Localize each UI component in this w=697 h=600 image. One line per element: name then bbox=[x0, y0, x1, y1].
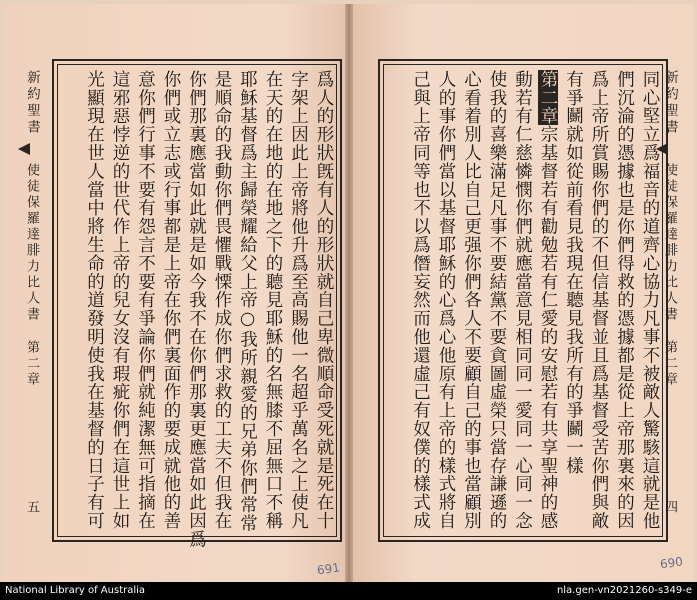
left-page-number: 五 bbox=[24, 500, 39, 516]
right-body-text-before: 同心堅立爲福音的道齊心協力凡事不被敵人驚駭這就是他 們沉淪的憑據也是你們得救的憑據都是從上帝那裏來的因 爲上帝所賞賜你們的不但信基督並且爲基督受苦你們與敵 有爭鬭就如從前看見我現在聽見我所有的爭鬭一樣 bbox=[563, 70, 660, 530]
right-pencil-annotation: 690 bbox=[659, 554, 684, 572]
footer-item-identifier: nla.gen-vn2021260-s349-e bbox=[556, 585, 692, 596]
book-gutter bbox=[345, 4, 353, 582]
chapter-marker: 第二章 bbox=[538, 70, 558, 126]
right-page-number: 四 bbox=[662, 500, 677, 516]
left-pencil-annotation: 691 bbox=[316, 560, 341, 578]
right-running-head-chapter: 第二章 bbox=[662, 340, 677, 388]
right-running-head-book: 新約聖書 bbox=[662, 70, 678, 136]
right-running-head-title: 使徒保羅達腓力比人書 bbox=[662, 163, 677, 323]
left-running-head-chapter: 第二章 bbox=[24, 340, 39, 388]
left-running-head-book: 新約聖書 bbox=[24, 70, 40, 136]
right-body-text bbox=[384, 70, 662, 531]
left-running-head-arrow-icon bbox=[18, 143, 30, 155]
right-body-text-after: 宗基督若有勸勉若有仁愛的安慰若有共享聖神的感 動若有仁慈憐憫你們就應當意見相同同一愛同一心同一念 使我的喜樂滿足凡事不要結黨不要貪圖虛榮只當存謙遜的 心看着別人比自己更强你們各人不要顧自己的事也當顧別 人的事你們當以基督耶穌的心爲心他原有上帝的樣式將自 己與上帝同等也不以爲僭妄然而他還虛己有奴僕的樣式成 bbox=[410, 70, 558, 531]
footer-library-credit: National Library of Australia bbox=[5, 585, 146, 596]
left-body-text: 爲人的形狀旣有人的形狀就自己卑微順命受死就是死在十 字架上因此上帝將他升爲至高賜他一名超乎萬名之上使凡 在天的在地的在地之下的聽見耶穌的名無膝不屈無口不稱 耶穌基督爲主歸榮耀給父上帝○我所親愛的兄弟你們常常 是順命的我動你們畏懼戰慄作成你們求救的工夫不但我在 你們那裏應當如此就是如今我不在你們那裏更應當如此因爲 你們或立志或行事都是上帝在你們裏面作的要成就他的善 意你們行事不要有怨言不要有爭論你們就純潔無可指摘在 這邪惡悖逆的世代作上帝的兒女沒有瑕疵你們在這世上如 光顯現在世人當中將生命的道發明使我在基督的日子有可 bbox=[84, 70, 334, 549]
left-running-head-title: 使徒保羅達腓力比人書 bbox=[24, 163, 39, 323]
